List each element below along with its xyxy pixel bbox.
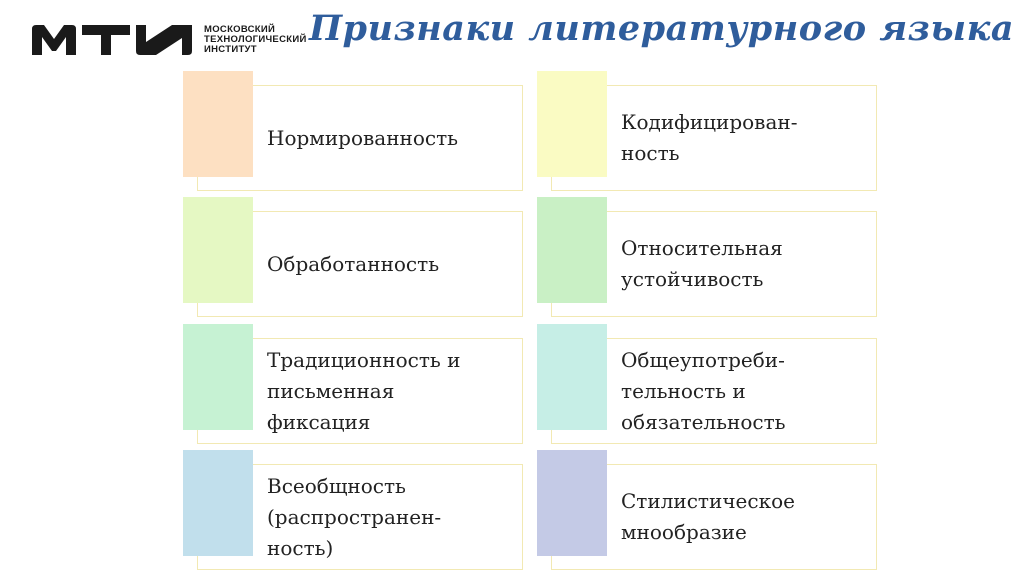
card-color-block	[183, 197, 253, 303]
page-title: Признаки литературного языка	[308, 8, 1014, 49]
card-label: Всеобщность (распространен- ность)	[267, 473, 442, 560]
card-label: Обработанность	[267, 251, 440, 276]
logo-line-3: ИНСТИТУТ	[204, 44, 257, 55]
feature-card	[183, 324, 523, 444]
logo-line-1: МОСКОВСКИЙ	[204, 24, 276, 35]
card-color-block	[537, 324, 607, 430]
card-color-block	[537, 450, 607, 556]
logo-line-2: ТЕХНОЛОГИЧЕСКИЙ	[204, 34, 307, 45]
logo	[32, 22, 307, 58]
feature-card	[537, 324, 877, 444]
card-label: Стилистическое мнообразие	[621, 489, 795, 544]
feature-card	[183, 197, 523, 317]
card-color-block	[537, 71, 607, 177]
card-label: Общеупотреби- тельность и обязательность	[621, 347, 786, 434]
feature-card	[537, 71, 877, 191]
feature-card	[537, 197, 877, 317]
card-color-block	[183, 71, 253, 177]
feature-card	[537, 450, 877, 570]
card-label: Нормированность	[267, 125, 459, 150]
feature-card	[183, 71, 523, 191]
card-label: Традиционность и письменная фиксация	[267, 347, 461, 434]
mti-logo-mark	[32, 25, 192, 55]
card-label: Кодифицирован- ность	[621, 110, 798, 165]
card-color-block	[537, 197, 607, 303]
card-color-block	[183, 324, 253, 430]
feature-card	[183, 450, 523, 570]
card-color-block	[183, 450, 253, 556]
logo-text	[204, 25, 307, 55]
card-label: Относительная устойчивость	[621, 236, 783, 291]
